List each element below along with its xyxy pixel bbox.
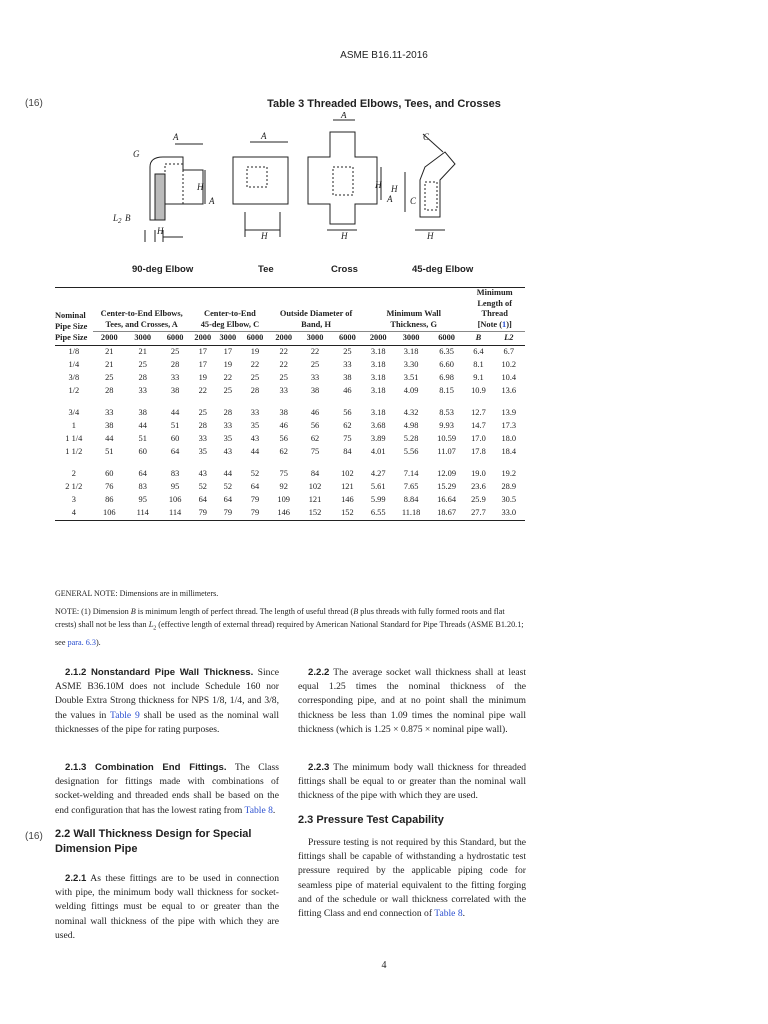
- running-header: ASME B16.11-2016: [340, 50, 428, 61]
- table-cell: 17: [198, 360, 207, 370]
- table-cell: 10.4: [501, 373, 517, 383]
- table-cell: 56: [279, 434, 288, 444]
- table-cell: 46: [310, 408, 320, 418]
- table-cell: 33: [250, 408, 260, 418]
- elbow-label-H: H: [157, 226, 164, 236]
- table-cell: 60: [170, 434, 180, 444]
- elbow45-label-H: H: [427, 231, 434, 241]
- table-cell: 95: [138, 495, 147, 505]
- table-cell: 43: [198, 469, 207, 479]
- table-cell: 43: [250, 434, 260, 444]
- header-center-to-end: Center-to-End Elbows, Tees, and Crosses, A: [93, 288, 191, 333]
- table-cell: 9.1: [473, 373, 484, 383]
- table-cell: 64: [138, 469, 147, 479]
- table-cell: 152: [332, 507, 363, 521]
- subheader-cell: 3000: [126, 332, 159, 346]
- pipe-size-cell: 2 1/2: [65, 482, 83, 492]
- table-row: [55, 446, 525, 459]
- table-cell: 28: [198, 421, 207, 431]
- table-cell: 51: [105, 447, 114, 457]
- table-row: [55, 346, 525, 360]
- table-cell: 46: [343, 386, 352, 396]
- table-cell: 25: [170, 347, 180, 357]
- pipe-size-cell: 2: [71, 469, 76, 479]
- table-cell: 84: [310, 469, 320, 479]
- table-cell: 7.65: [403, 482, 419, 492]
- tee-drawing: [233, 142, 288, 237]
- table-cell: 44: [105, 434, 114, 444]
- table-cell: 25: [343, 347, 352, 357]
- table-cell: 5.28: [403, 434, 419, 444]
- table-cell: 25.9: [471, 495, 486, 505]
- table-cell: 33: [105, 408, 114, 418]
- subheader-cell: 2000: [93, 332, 126, 346]
- caption-tee: Tee: [258, 264, 274, 275]
- table-8-link-2[interactable]: Table 8: [434, 908, 463, 920]
- table-cell: 38: [170, 386, 180, 396]
- table-cell: 3.18: [370, 347, 386, 357]
- table-cell: 106: [93, 507, 126, 521]
- table-cell: 19.2: [501, 469, 517, 479]
- table-cell: 38: [279, 408, 288, 418]
- table-cell: 106: [168, 495, 182, 505]
- table-cell: 22: [279, 347, 288, 357]
- caption-90-deg-elbow: 90-deg Elbow: [132, 264, 194, 275]
- table-cell: 28: [170, 360, 180, 370]
- table-cell: 28: [223, 408, 233, 418]
- table-cell: 13.9: [501, 408, 517, 418]
- subheader-cell: 6000: [159, 332, 190, 346]
- table-cell: 12.09: [437, 469, 457, 479]
- table-cell: 3.18: [370, 360, 386, 370]
- subheader-cell: 2000: [269, 332, 298, 346]
- paragraph-2-1-2: 2.1.2 Nonstandard Pipe Wall Thickness. Since ASME B36.10M does not include Schedule 160 nor Double Extra Strong thickness for NPS 1/8, 1/4, and 3/8, the values in Table 9 shall be used as the nominal wall thicknesses of the pipe for rating purposes.: [55, 667, 279, 735]
- table-cell: 8.1: [473, 360, 484, 370]
- table-cell: 51: [138, 434, 147, 444]
- table-row: [55, 507, 525, 521]
- table-subheader-row: [55, 332, 525, 346]
- table-cell: 33: [310, 373, 320, 383]
- table-cell: 76: [105, 482, 114, 492]
- header-center-to-end-45: Center-to-End 45-deg Elbow, C: [191, 288, 269, 333]
- table-cell: 3.30: [403, 360, 419, 370]
- table-cell: 28.9: [501, 482, 517, 492]
- table-cell: 4.32: [403, 408, 419, 418]
- section-2-2-title: 2.2 Wall Thickness Design for Special Dimension Pipe: [55, 828, 252, 855]
- table-cell: 4.27: [370, 469, 386, 479]
- table-cell: 35: [223, 434, 233, 444]
- table-cell: 33: [198, 434, 207, 444]
- table-cell: 8.15: [439, 386, 454, 396]
- subheader-cell: 6000: [332, 332, 363, 346]
- table-cell: 33: [279, 386, 288, 396]
- table-cell: 10.2: [501, 360, 517, 370]
- paragraph-2-1-3: 2.1.3 Combination End Fittings. The Class designation for fittings made with combinations of socket-welding and threaded ends shall be based on the end configuration that has the lowest rating from Table 8.: [55, 762, 279, 816]
- table-cell: 5.99: [370, 495, 386, 505]
- table-cell: 33: [138, 386, 147, 396]
- elbow45-label-C2: C: [410, 196, 417, 206]
- table-cell: 25: [250, 373, 260, 383]
- table-cell: 62: [279, 447, 288, 457]
- table-cell: 79: [215, 507, 241, 521]
- elbow45-label-H2: H: [391, 184, 398, 194]
- table-cell: 25: [223, 386, 233, 396]
- table-cell: 17.3: [501, 421, 517, 431]
- table-cell: 83: [138, 482, 147, 492]
- table-cell: 60: [138, 447, 147, 457]
- table-row: [55, 407, 525, 420]
- pipe-size-cell: 4: [55, 507, 93, 521]
- table-8-link[interactable]: Table 8: [244, 804, 273, 816]
- section-2-3-title: 2.3 Pressure Test Capability: [298, 814, 444, 826]
- table-cell: 3.51: [403, 373, 419, 383]
- table-cell: 109: [277, 495, 290, 505]
- table-cell: 28: [105, 386, 114, 396]
- table-cell: 6.4: [473, 347, 484, 357]
- tee-label-H: H: [261, 231, 268, 241]
- table-cell: 22: [198, 386, 207, 396]
- table-title: Table 3 Threaded Elbows, Tees, and Crosses: [267, 98, 501, 110]
- table-cell: 11.18: [393, 507, 429, 521]
- header-nominal: Nominal Pipe Size: [55, 288, 93, 333]
- table-cell: 13.6: [501, 386, 517, 396]
- table-cell: 18.4: [501, 447, 517, 457]
- table-cell: 27.7: [464, 507, 492, 521]
- caption-45-deg-elbow: 45-deg Elbow: [412, 264, 474, 275]
- table-cell: 19: [198, 373, 207, 383]
- elbow-90-drawing: [145, 144, 205, 242]
- elbow-label-G: G: [133, 149, 140, 159]
- elbow-label-H2: H: [197, 182, 204, 192]
- table-cell: 28: [138, 373, 147, 383]
- pipe-size-cell: 1/8: [68, 347, 80, 357]
- table-cell: 83: [170, 469, 180, 479]
- table-cell: 79: [241, 507, 269, 521]
- table-cell: 7.14: [403, 469, 419, 479]
- table-cell: 23.6: [471, 482, 486, 492]
- subheader-cell: 6000: [429, 332, 465, 346]
- table-cell: 43: [223, 447, 233, 457]
- table-cell: 30.5: [501, 495, 517, 505]
- table-cell: 92: [279, 482, 288, 492]
- table-cell: 10.59: [437, 434, 457, 444]
- table-cell: 3.18: [370, 408, 386, 418]
- table-cell: 6.60: [439, 360, 454, 370]
- table-cell: 19.0: [471, 469, 486, 479]
- table-cell: 46: [279, 421, 288, 431]
- paragraph-2-2-3: 2.2.3 The minimum body wall thickness for threaded fittings shall be equal to or greater than the nominal wall thickness of the pipe with which they are used.: [298, 762, 526, 802]
- table-row: [55, 420, 525, 433]
- table-cell: 15.29: [437, 482, 457, 492]
- table-cell: 44: [250, 447, 260, 457]
- table-cell: 121: [341, 482, 354, 492]
- elbow-label-B: B: [125, 213, 131, 223]
- header-pipe-size: Pipe Size: [55, 332, 93, 346]
- fittings-figure: [105, 112, 475, 262]
- table-cell: 86: [105, 495, 114, 505]
- table-cell: 114: [159, 507, 190, 521]
- table-cell: 146: [269, 507, 298, 521]
- table-cell: 75: [343, 434, 352, 444]
- table-cell: 56: [343, 408, 352, 418]
- subheader-cell: 3000: [393, 332, 429, 346]
- subheader-cell: B: [464, 332, 492, 346]
- table-cell: 10.9: [471, 386, 486, 396]
- table-cell: 4.09: [403, 386, 419, 396]
- table-cell: 17.0: [471, 434, 486, 444]
- table-cell: 12.7: [471, 408, 486, 418]
- revision-tag-table: (16): [25, 98, 43, 109]
- table-cell: 64: [198, 495, 207, 505]
- table-cell: 35: [250, 421, 260, 431]
- cross-label-H2: H: [375, 180, 382, 190]
- elbow-45-drawing: [405, 134, 455, 230]
- table-cell: 44: [223, 469, 233, 479]
- table-cell: 79: [250, 495, 260, 505]
- table-cell: 44: [138, 421, 147, 431]
- table-row: [55, 359, 525, 372]
- table-cell: 62: [343, 421, 352, 431]
- revision-tag-section: (16): [25, 831, 43, 842]
- table-cell: 22: [279, 360, 288, 370]
- table-cell: 33: [343, 360, 352, 370]
- table-cell: 3.89: [370, 434, 386, 444]
- table-cell: 6.55: [363, 507, 393, 521]
- table-cell: 38: [343, 373, 352, 383]
- table-cell: 102: [308, 482, 322, 492]
- paragraph-2-2-1: 2.2.1 As these fittings are to be used in connection with pipe, the minimum body wall thickness for socket-welding fittings must be equal to or greater than the nominal wall thickness of the pipe with which they are used.: [55, 873, 279, 941]
- paragraph-2-3: Pressure testing is not required by this Standard, but the fittings shall be capable of withstanding a hydrostatic test pressure required by the applicable piping code for seamless pipe of material equivalent to the fitting forging and of the schedule or wall thickness correlated with the fitting Class and end connection of Table 8.: [298, 837, 526, 920]
- table-note: NOTE: (1) Dimension B is minimum length of perfect thread. The length of useful thread (B plus threads with fully formed roots and flat crests) shall not be less than $L_2$ (effective length of external thread) required by American National Standard for Pipe Threads (ASME B1.20.1; see para. 6.3).: [55, 607, 524, 647]
- paragraph-2-2-2: 2.2.2 The average socket wall thickness shall at least equal 1.25 times the nominal thickness of the corresponding pipe, and at no point shall the minimum thickness be less than 1.09 times the nominal pipe wall thickness (which is 1.25 × 0.875 × nominal pipe wall).: [298, 667, 526, 735]
- table-cell: 62: [310, 434, 320, 444]
- pipe-size-cell: 1/2: [68, 386, 80, 396]
- header-minimum-length: Minimum Length of Thread [Note (1)]: [464, 288, 525, 333]
- table-cell: 52: [223, 482, 233, 492]
- table-cell: 64: [170, 447, 180, 457]
- subheader-cell: 2000: [191, 332, 215, 346]
- table-cell: 6.98: [439, 373, 454, 383]
- table-cell: 3.68: [370, 421, 386, 431]
- pipe-size-cell: 1 1/2: [65, 447, 83, 457]
- table-cell: 17: [223, 347, 233, 357]
- subheader-cell: 6000: [241, 332, 269, 346]
- table-cell: 21: [138, 347, 147, 357]
- cross-label-A: A: [341, 112, 347, 120]
- table-cell: 95: [170, 482, 180, 492]
- table-cell: 18.0: [501, 434, 517, 444]
- table-row: [55, 385, 525, 398]
- table-cell: 6.7: [503, 347, 514, 357]
- table-row: [55, 372, 525, 385]
- pipe-size-cell: 1 1/4: [65, 434, 83, 444]
- table-cell: 14.7: [471, 421, 486, 431]
- table-cell: 18.67: [429, 507, 465, 521]
- cross-label-H: H: [341, 231, 348, 241]
- pipe-size-cell: 1/4: [68, 360, 80, 370]
- table-cell: 21: [105, 360, 114, 370]
- table-cell: 121: [308, 495, 322, 505]
- table-cell: 16.64: [437, 495, 457, 505]
- caption-cross: Cross: [331, 264, 358, 275]
- table-cell: 56: [310, 421, 320, 431]
- table-cell: 33: [223, 421, 233, 431]
- table-cell: 22: [250, 360, 260, 370]
- elbow-label-A2: A: [209, 196, 215, 206]
- table-row: [55, 468, 525, 481]
- table-cell: 17: [198, 347, 207, 357]
- table-cell: 11.07: [437, 447, 456, 457]
- table-cell: 102: [341, 469, 354, 479]
- elbow45-label-C: C: [423, 132, 430, 142]
- table-cell: 52: [198, 482, 207, 492]
- table-cell: 38: [138, 408, 147, 418]
- table-cell: 19: [250, 347, 260, 357]
- table-cell: 33.0: [493, 507, 525, 521]
- pipe-size-cell: 3/8: [68, 373, 80, 383]
- para-6-3-link[interactable]: para. 6.3: [67, 637, 96, 647]
- table-cell: 33: [170, 373, 180, 383]
- table-cell: 25: [138, 360, 147, 370]
- table-cell: 64: [250, 482, 260, 492]
- page-number: 4: [381, 960, 387, 971]
- general-note: GENERAL NOTE: Dimensions are in millimeters.: [55, 589, 219, 598]
- table-cell: 9.93: [439, 421, 454, 431]
- table-row: [55, 494, 525, 507]
- table-cell: 25: [310, 360, 320, 370]
- pipe-size-cell: 3/4: [68, 408, 80, 418]
- elbow-label-A: A: [173, 132, 179, 142]
- table-cell: 114: [126, 507, 159, 521]
- table-cell: 60: [105, 469, 114, 479]
- table-cell: 21: [105, 347, 114, 357]
- table-cell: 3.18: [370, 386, 386, 396]
- table-cell: 4.01: [370, 447, 386, 457]
- table-cell: 6.35: [439, 347, 454, 357]
- table-cell: 146: [341, 495, 354, 505]
- header-minimum-wall: Minimum Wall Thickness, G: [363, 288, 464, 333]
- elbow-label-L2: $L_2$: [113, 213, 122, 225]
- table-cell: 22: [310, 347, 320, 357]
- subheader-cell: L2: [493, 332, 525, 346]
- table-row: [55, 433, 525, 446]
- subheader-cell: 2000: [363, 332, 393, 346]
- cross-drawing: [308, 120, 381, 230]
- table-cell: 51: [170, 421, 180, 431]
- table-cell: 52: [250, 469, 260, 479]
- table-cell: 84: [343, 447, 352, 457]
- table-cell: 25: [105, 373, 114, 383]
- table-cell: 152: [298, 507, 331, 521]
- table-cell: 3.18: [403, 347, 419, 357]
- table-cell: 3.18: [370, 373, 386, 383]
- dimensions-table: [55, 287, 525, 521]
- table-cell: 25: [279, 373, 288, 383]
- table-cell: 8.53: [439, 408, 454, 418]
- tee-label-A: A: [261, 131, 267, 141]
- table-cell: 64: [223, 495, 233, 505]
- table-row: [55, 481, 525, 494]
- table-cell: 4.98: [403, 421, 419, 431]
- cross-label-A2: A: [387, 194, 393, 204]
- table-cell: 17.8: [471, 447, 486, 457]
- table-cell: 75: [310, 447, 320, 457]
- subheader-cell: 3000: [298, 332, 331, 346]
- table-cell: 5.56: [403, 447, 419, 457]
- table-cell: 44: [170, 408, 180, 418]
- table-cell: 79: [191, 507, 215, 521]
- table-cell: 38: [105, 421, 114, 431]
- table-cell: 8.84: [403, 495, 419, 505]
- pipe-size-cell: 1: [71, 421, 76, 431]
- table-cell: 25: [198, 408, 207, 418]
- header-outside-diameter: Outside Diameter of Band, H: [269, 288, 363, 333]
- pipe-size-cell: 3: [71, 495, 76, 505]
- subheader-cell: 3000: [215, 332, 241, 346]
- table-cell: 75: [279, 469, 288, 479]
- table-cell: 28: [250, 386, 260, 396]
- table-cell: 35: [198, 447, 207, 457]
- table-9-link[interactable]: Table 9: [110, 709, 140, 721]
- table-cell: 22: [223, 373, 233, 383]
- table-cell: 38: [310, 386, 320, 396]
- table-cell: 19: [223, 360, 233, 370]
- table-cell: 5.61: [370, 482, 386, 492]
